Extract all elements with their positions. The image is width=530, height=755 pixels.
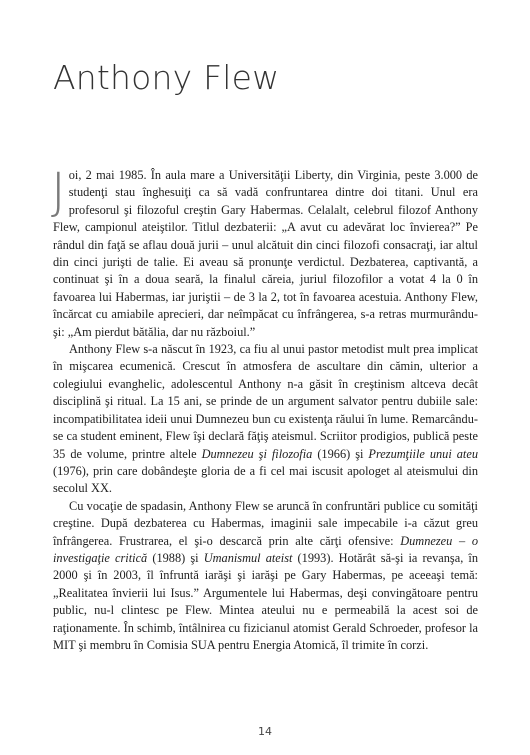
text-segment: (1976), prin care dobândeşte gloria de a fi cel mai iscusit apologet al ateismului din secolul XX. <box>53 463 478 496</box>
text-segment: (1988) şi <box>147 550 204 565</box>
paragraph-3 <box>53 498 478 655</box>
chapter-title: Anthony Flew <box>53 58 280 97</box>
book-title-italic: Dumnezeu şi filozofia <box>201 446 313 461</box>
paragraph-1-text: oi, 2 mai 1985. În aula mare a Universităţii Liberty, din Virginia, peste 3.000 de studenţi stau înghesuiţi ca să vadă confruntarea dintre doi titani. Unul era profesorul şi filozoful creştin Gary Habermas. Celalalt, celebrul filozof Anthony Flew, campionul ateiştilor. Titlul dezbaterii: „A avut cu adevărat loc învierea?” Pe rândul din faţă se aflau două jurii – unul alcătuit din cinci filozofi consacraţi, iar altul din cinci jurişti de talie. Ei aveau să pronunţe verdictul. Dezbaterea, captivantă, a continuat şi în a doua seară, la finalul căreia, juriul filozofilor a votat 4 la 0 în favoarea lui Habermas, iar juriştii – de 3 la 2, tot în favoarea acestuia. Anthony Flew, încărcat cu amiabile aprecieri, dar neîmpăcat cu înfrângerea, s-a retras murmurându-şi: „Am pierdut bătălia, dar nu războiul.” <box>53 168 478 339</box>
body-text <box>51 162 479 654</box>
text-segment: Cu vocaţie de spadasin, Anthony Flew se aruncă în confruntări publice cu somităţi creştine. După dezbaterea cu Habermas, imaginii sale impecabile i-a căzut greu înfrângerea. Frustrarea, el şi-o descarcă prin alte cărţi ofensive: <box>53 498 478 548</box>
page-number: 14 <box>258 725 272 738</box>
paragraph-1 <box>51 162 478 341</box>
text-segment: (1966) şi <box>312 446 369 461</box>
text-segment: Anthony Flew s-a născut în 1923, ca fiu al unui pastor metodist mult prea implicat în mişcarea ecumenică. Crescut în atmosfera de ascultare din cămin, ulterior a colegiului evanghelic, adolescentul Anthony n-a găsit în creştinism altceva decât disciplină şi ritual. La 15 ani, se prinde de un argument salvator pentru dubiile sale: incompatibilitatea ideii unui Dumnezeu bun cu existenţa răului în lume. Remarcându-se ca student eminent, Flew îşi declară făţiş ateismul. Scriitor prodigios, publică peste 35 de volume, printre altele <box>53 342 478 461</box>
text-segment: (1993). Hotărât să-şi ia revanşa, în 2000 şi în 2003, îl înfruntă iarăşi şi iarăşi pe Gary Habermas, pe aceeaşi temă: „Realitatea învierii lui Isus.” Argumentele lui Habermas, deşi convingătoare pentru public, nu-l clintesc pe Flew. Mintea ateului nu e permeabilă la acest soi de raţionamente. În schimb, întâlnirea cu fizicianul atomist Gerald Schroeder, profesor la MIT şi membru în Comisia SUA pentru Energia Atomică, îl trimite în corzi. <box>53 550 478 652</box>
drop-cap: J <box>51 162 66 220</box>
paragraph-2 <box>53 341 478 498</box>
book-title-italic: Umanismul ateist <box>203 550 293 565</box>
book-title-italic: Prezumţiile unui ateu <box>368 446 478 461</box>
book-title-italic: Dumnezeu – o investigaţie critică <box>53 533 479 565</box>
